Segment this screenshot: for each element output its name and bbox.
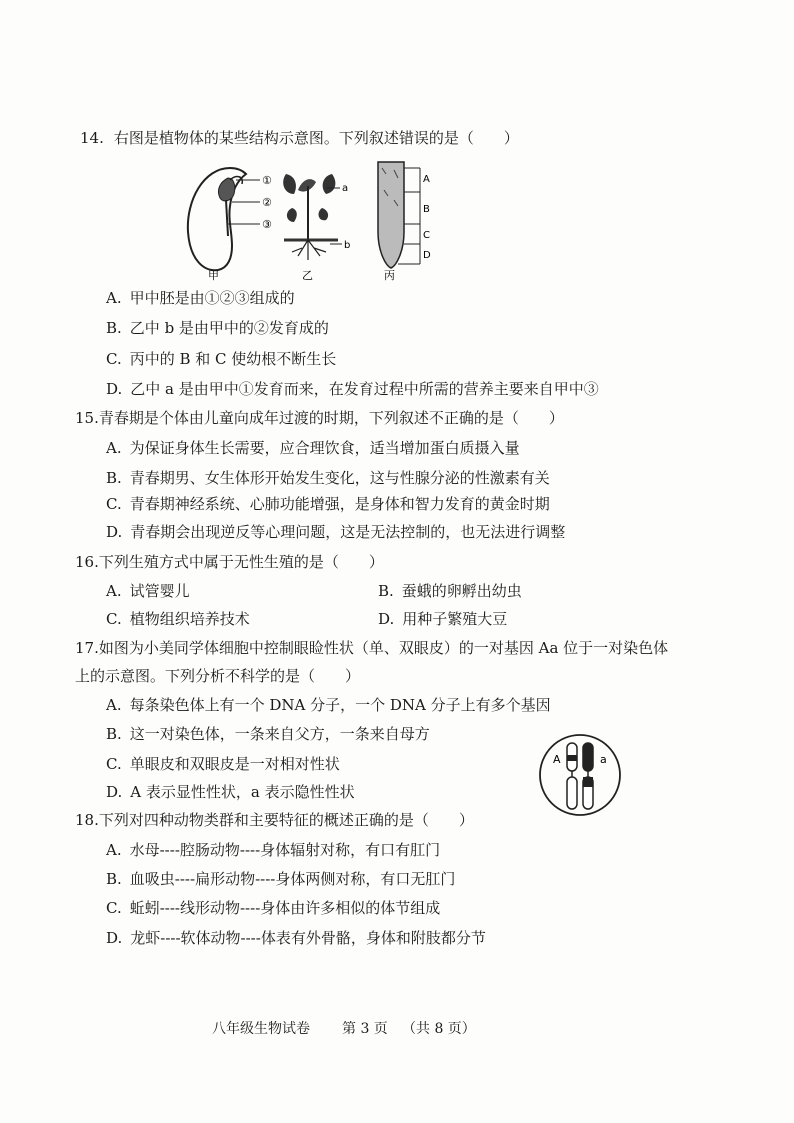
- option-text: 甲中胚是由①②③组成的: [129, 289, 295, 307]
- question-17-stem-cont: 上的示意图。下列分析不科学的是（ ）: [75, 667, 361, 685]
- option-letter: A.: [106, 841, 122, 859]
- seedling-diagram: [283, 174, 350, 282]
- option-letter: D.: [106, 380, 123, 398]
- question-15-option-d[interactable]: [106, 522, 565, 542]
- option-letter: C.: [106, 899, 122, 917]
- option-letter: B.: [106, 870, 122, 888]
- option-text: 蚯蚓----线形动物----身体由许多相似的体节组成: [129, 899, 441, 917]
- option-text: 青春期会出现逆反等心理问题，这是无法控制的，也无法进行调整: [130, 523, 566, 541]
- question-17-option-a[interactable]: [106, 695, 551, 715]
- question-stem: 如图为小美同学体细胞中控制眼睑性状（单、双眼皮）的一对基因 Aa 位于一对染色体: [98, 639, 669, 657]
- label-yi: 乙: [302, 269, 313, 282]
- question-14-option-d[interactable]: [106, 379, 599, 399]
- option-text: 为保证身体生长需要，应合理饮食，适当增加蛋白质摄入量: [129, 439, 520, 457]
- footer-total-pages: （共 8 页）: [402, 1021, 476, 1037]
- option-letter: C.: [106, 755, 122, 773]
- option-letter: A.: [106, 582, 122, 600]
- label-bing: 丙: [384, 269, 395, 282]
- zone-d-label: D: [423, 250, 431, 261]
- question-17: [75, 638, 668, 658]
- footer-page-number: 第 3 页: [342, 1021, 388, 1037]
- option-text: 试管婴儿: [129, 582, 190, 600]
- footer-subject: 八年级生物试卷: [212, 1021, 310, 1037]
- option-text: 龙虾----软体动物----体表有外骨骼，身体和附肢都分节: [130, 929, 486, 947]
- option-text: A 表示显性性状，a 表示隐性性状: [130, 783, 355, 801]
- label-b: b: [344, 240, 351, 251]
- question-16-option-c[interactable]: [106, 609, 250, 629]
- option-text: 单眼皮和双眼皮是一对相对性状: [129, 755, 340, 773]
- label-2: ②: [262, 196, 272, 209]
- question-stem: 下列对四种动物类群和主要特征的概述正确的是（ ）: [98, 811, 474, 829]
- option-text: 青春期男、女生体形开始发生变化，这与性腺分泌的性激素有关: [129, 469, 550, 487]
- question-16: [75, 552, 384, 572]
- option-text: 丙中的 B 和 C 使幼根不断生长: [129, 350, 337, 368]
- question-stem: 下列生殖方式中属于无性生殖的是（ ）: [98, 553, 384, 571]
- option-letter: B.: [106, 319, 122, 337]
- question-17-option-b[interactable]: [106, 724, 430, 744]
- question-15-option-b[interactable]: [106, 468, 550, 488]
- chromosome-figure: [538, 733, 622, 817]
- option-letter: D.: [106, 523, 123, 541]
- option-text: 乙中 a 是由甲中①发育而来，在发育过程中所需的营养主要来自甲中③: [130, 380, 599, 398]
- option-letter: A.: [106, 439, 122, 457]
- option-letter: C.: [106, 350, 122, 368]
- option-letter: B.: [378, 582, 394, 600]
- option-text: 这一对染色体，一条来自父方，一条来自母方: [129, 725, 430, 743]
- label-a: a: [342, 183, 349, 194]
- zone-b-label: B: [423, 204, 430, 215]
- question-14-option-c[interactable]: [106, 349, 336, 369]
- question-stem: 青春期是个体由儿童向成年过渡的时期，下列叙述不正确的是（ ）: [98, 409, 564, 427]
- option-letter: B.: [106, 469, 122, 487]
- question-16-option-b[interactable]: [378, 581, 522, 601]
- question-14-option-a[interactable]: [106, 288, 295, 308]
- question-stem: 右图是植物体的某些结构示意图。下列叙述错误的是（ ）: [113, 129, 519, 147]
- question-15-option-c[interactable]: [106, 494, 550, 514]
- question-number: 15.: [75, 409, 99, 427]
- label-3: ③: [262, 218, 272, 231]
- question-17-option-c[interactable]: [106, 754, 340, 774]
- question-15: [75, 408, 564, 428]
- option-letter: A.: [106, 696, 122, 714]
- option-letter: A.: [106, 289, 122, 307]
- question-15-option-a[interactable]: [106, 438, 520, 458]
- option-text: 血吸虫----扁形动物----身体两侧对称，有口无肛门: [129, 870, 456, 888]
- question-18-option-d[interactable]: [106, 928, 486, 948]
- option-text: 用种子繁殖大豆: [402, 610, 508, 628]
- question-17-option-d[interactable]: [106, 782, 355, 802]
- question-number: 17.: [75, 639, 99, 657]
- plant-structure-figure: [180, 160, 450, 282]
- option-text: 青春期神经系统、心肺功能增强，是身体和智力发育的黄金时期: [129, 495, 550, 513]
- question-18-option-c[interactable]: [106, 898, 440, 918]
- question-16-option-a[interactable]: [106, 581, 190, 601]
- question-14-option-b[interactable]: [106, 318, 329, 338]
- zone-c-label: C: [423, 230, 430, 241]
- zone-a-label: A: [423, 174, 430, 185]
- question-18: [75, 810, 474, 830]
- option-letter: D.: [106, 929, 123, 947]
- option-text: 水母----腔肠动物----身体辐射对称，有口有肛门: [129, 841, 441, 859]
- option-letter: D.: [378, 610, 395, 628]
- question-18-option-b[interactable]: [106, 869, 455, 889]
- option-text: 蚕蛾的卵孵出幼虫: [401, 582, 522, 600]
- allele-a-label: A: [553, 753, 561, 766]
- option-text: 植物组织培养技术: [129, 610, 250, 628]
- option-letter: D.: [106, 783, 123, 801]
- label-jia: 甲: [208, 269, 219, 282]
- option-letter: C.: [106, 610, 122, 628]
- question-14: [80, 128, 519, 148]
- option-letter: C.: [106, 495, 122, 513]
- question-18-option-a[interactable]: [106, 840, 440, 860]
- question-number: 18.: [75, 811, 99, 829]
- question-number: 14.: [80, 129, 104, 147]
- question-16-option-d[interactable]: [378, 609, 507, 629]
- question-number: 16.: [75, 553, 99, 571]
- label-1: ①: [262, 174, 272, 187]
- option-letter: B.: [106, 725, 122, 743]
- allele-lower-a-label: a: [600, 753, 607, 766]
- option-text: 每条染色体上有一个 DNA 分子，一个 DNA 分子上有多个基因: [129, 696, 551, 714]
- root-tip-diagram: [378, 162, 431, 282]
- seed-diagram: [188, 168, 272, 282]
- option-text: 乙中 b 是由甲中的②发育成的: [129, 319, 329, 337]
